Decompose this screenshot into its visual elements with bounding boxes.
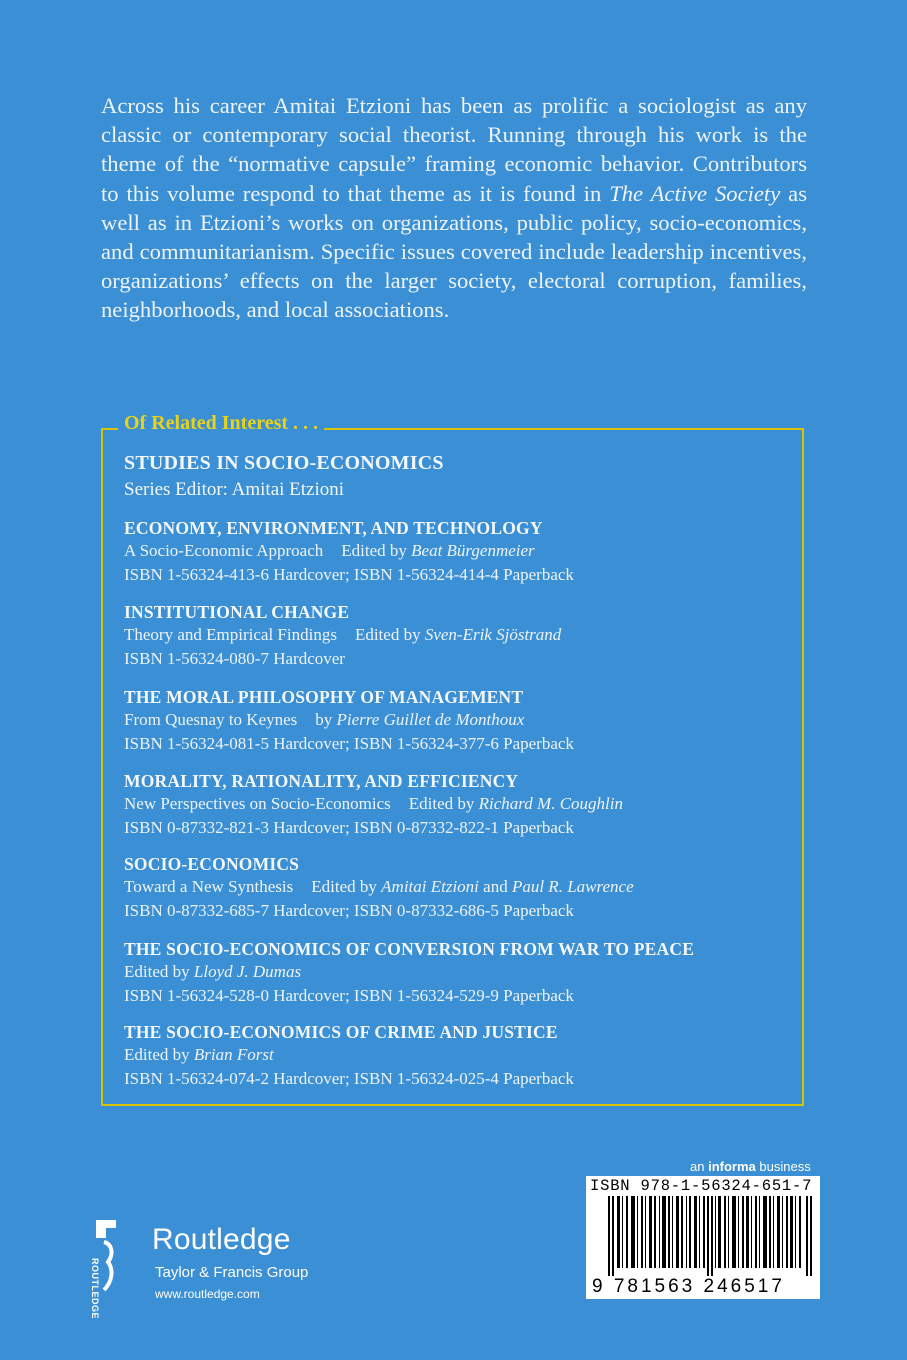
- blurb-text-2: as well as in Etzioni’s works on organizations, public policy, socio-economics, and communitarianism. Specific issues covered include leadership incentives, organizations’ effects on the larger society, electoral corruption, families, neighborhoods, and local associations.: [101, 180, 807, 323]
- informa-tagline: [690, 1159, 811, 1174]
- book-editor: Richard M. Coughlin: [478, 794, 623, 813]
- book-title: THE SOCIO-ECONOMICS OF CONVERSION FROM WAR TO PEACE: [124, 939, 695, 959]
- edited-by: Edited by: [124, 962, 190, 981]
- book-isbn: ISBN 0-87332-821-3 Hardcover; ISBN 0-87332-822-1 Paperback: [124, 818, 574, 837]
- edited-by: by: [315, 710, 333, 729]
- book-subtitle: A Socio-Economic Approach: [124, 541, 324, 560]
- isbn-label: ISBN 978-1-56324-651-7: [590, 1177, 813, 1195]
- blurb-book-title: The Active Society: [609, 180, 781, 206]
- series-editor: Series Editor: Amitai Etzioni: [124, 479, 345, 500]
- isbn-barcode: [586, 1176, 820, 1299]
- book-editor: Brian Forst: [193, 1045, 274, 1064]
- book-entry: [124, 517, 804, 587]
- book-subtitle: From Quesnay to Keynes: [124, 710, 298, 729]
- edited-by: Edited by: [408, 794, 475, 813]
- book-entry: [124, 601, 804, 671]
- book-isbn: ISBN 1-56324-528-0 Hardcover; ISBN 1-56324-529-9 Paperback: [124, 986, 574, 1005]
- book-isbn: ISBN 1-56324-074-2 Hardcover; ISBN 1-56324-025-4 Paperback: [124, 1069, 574, 1088]
- book-title: MORALITY, RATIONALITY, AND EFFICIENCY: [124, 771, 519, 791]
- publisher-name: Routledge: [152, 1223, 291, 1256]
- informa-suffix: business: [759, 1159, 811, 1174]
- book-editor-2: Paul R. Lawrence: [511, 877, 634, 896]
- book-subtitle: New Perspectives on Socio-Economics: [124, 794, 391, 813]
- book-title: INSTITUTIONAL CHANGE: [124, 602, 350, 622]
- book-title: THE SOCIO-ECONOMICS OF CRIME AND JUSTICE: [124, 1022, 558, 1042]
- edited-by: Edited by: [311, 877, 377, 896]
- book-subtitle: Theory and Empirical Findings: [124, 625, 337, 644]
- book-entry: [124, 770, 804, 840]
- edited-by: Edited by: [124, 1045, 190, 1064]
- book-isbn: ISBN 1-56324-413-6 Hardcover; ISBN 1-56324-414-4 Paperback: [124, 565, 574, 584]
- informa-brand: informa: [708, 1159, 756, 1174]
- book-entry: [124, 1021, 804, 1091]
- book-editor: Pierre Guillet de Monthoux: [336, 710, 525, 729]
- book-entry: [124, 686, 804, 756]
- book-editor: Sven-Erik Sjöstrand: [424, 625, 562, 644]
- book-isbn: ISBN 1-56324-081-5 Hardcover; ISBN 1-56324-377-6 Paperback: [124, 734, 574, 753]
- book-editor: Lloyd J. Dumas: [193, 962, 302, 981]
- informa-prefix: an: [690, 1159, 705, 1174]
- book-isbn: ISBN 1-56324-080-7 Hardcover: [124, 649, 345, 668]
- book-entry: [124, 938, 804, 1008]
- book-isbn: ISBN 0-87332-685-7 Hardcover; ISBN 0-87332-686-5 Paperback: [124, 901, 574, 920]
- book-title: THE MORAL PHILOSOPHY OF MANAGEMENT: [124, 687, 524, 707]
- book-subtitle: Toward a New Synthesis: [124, 877, 294, 896]
- barcode-digits: 9 781563 246517: [592, 1276, 785, 1297]
- publisher-group: Taylor & Francis Group: [155, 1264, 309, 1281]
- and-text: and: [483, 877, 508, 896]
- blurb-text-1: Across his career Amitai Etzioni has been as prolific a sociologist as any classic or contemporary social theorist. Running through his work is the theme of the “normative capsule” framing economic behavior. Contributors to this volume respond to that theme as it is found in: [101, 93, 807, 206]
- book-editor: Amitai Etzioni: [381, 877, 479, 896]
- edited-by: Edited by: [341, 541, 407, 560]
- logo-side-text: ROUTLEDGE: [90, 1258, 100, 1320]
- publisher-url[interactable]: www.routledge.com: [155, 1287, 260, 1301]
- book-editor: Beat Bürgenmeier: [411, 541, 535, 560]
- back-cover-blurb: [101, 91, 807, 325]
- edited-by: Edited by: [354, 625, 421, 644]
- barcode-bars: [608, 1196, 812, 1276]
- related-interest-label: Of Related Interest . . .: [118, 411, 324, 435]
- book-title: ECONOMY, ENVIRONMENT, AND TECHNOLOGY: [124, 518, 543, 538]
- book-title: SOCIO-ECONOMICS: [124, 854, 300, 874]
- series-title: STUDIES IN SOCIO-ECONOMICS: [124, 452, 444, 474]
- book-entry: [124, 853, 804, 923]
